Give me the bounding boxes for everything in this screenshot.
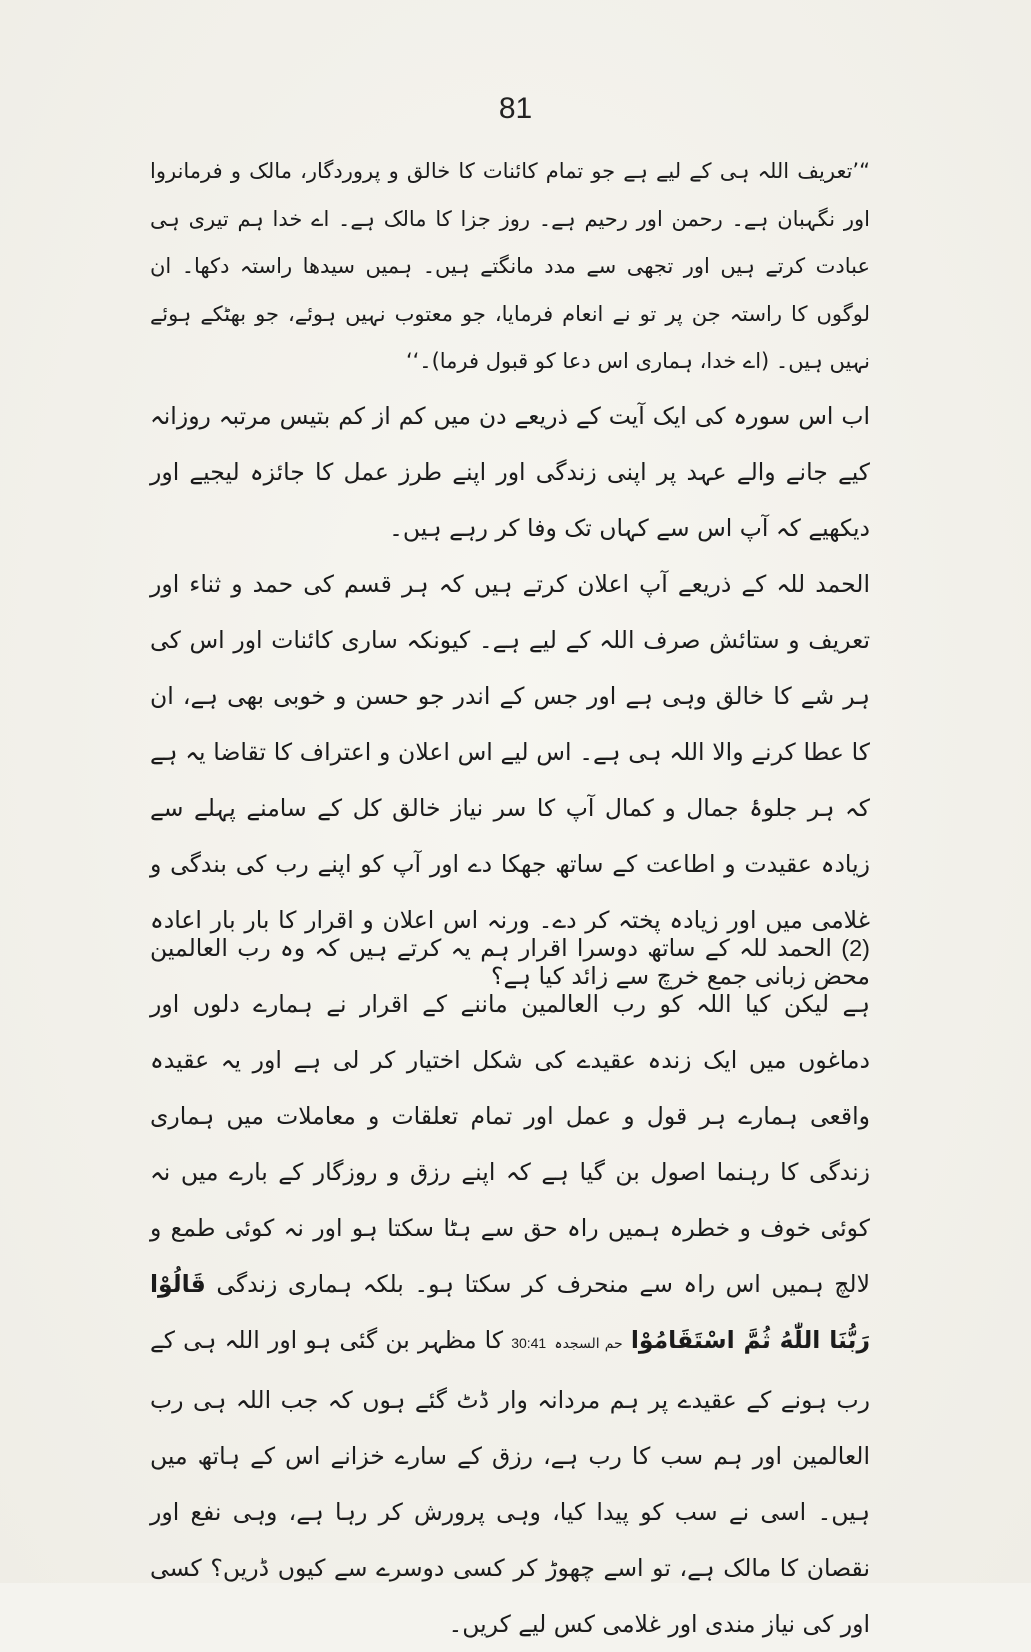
paragraph-rabbul-alameen bbox=[150, 920, 870, 1652]
paragraph-text-before-verse: الحمد للہ کے ساتھ دوسرا اقرار ہم یہ کرتے ہیں کہ وہ رب العالمین ہے لیکن کیا اللہ کو رب العالمین ماننے کے اقرار نے ہمارے دلوں اور دماغوں میں ایک زندہ عقیدے کی شکل اختیار کر لی ہے اور یہ عقیدہ واقعی ہمارے ہر قول و عمل اور تمام تعلقات و معاملات میں ہماری زندگی کا رہنما اصول بن گیا ہے کہ اپنے رزق و روزگار کے بارے میں نہ کوئی خوف و خطرہ ہمیں راہ حق سے ہٹا سکتا ہو اور نہ کوئی طمع و لالچ ہمیں اس راہ سے منحرف کر سکتا ہو۔ بلکہ ہماری زندگی bbox=[150, 934, 870, 1298]
verse-reference-surah: حم السجدہ bbox=[554, 1336, 623, 1352]
paragraph-alhamdulillah: الحمد للہ کے ذریعے آپ اعلان کرتے ہیں کہ ہر قسم کی حمد و ثناء اور تعریف و ستائش صرف اللہ کے لیے ہے۔ کیونکہ ساری کائنات اور اس کی ہر شے کا خالق وہی ہے اور جس کے اندر جو حسن و خوبی بھی ہے، ان کا عطا کرنے والا اللہ ہی ہے۔ اس لیے اس اعلان و اعتراف کا تقاضا یہ ہے کہ ہر جلوۂ جمال و کمال آپ کا سر نیاز خالق کل کے سامنے پہلے سے زیادہ عقیدت و اطاعت کے ساتھ جھکا دے اور آپ کو اپنے رب کی بندگی و غلامی میں اور زیادہ پختہ کر دے۔ ورنہ اس اعلان و اقرار کا بار بار اعادہ محض زبانی جمع خرچ سے زائد کیا ہے؟ bbox=[150, 570, 870, 990]
paragraph-text-after-verse: کا مظہر بن گئی ہو اور اللہ ہی کے رب ہونے کے عقیدے پر ہم مردانہ وار ڈٹ گئے ہوں کہ جب اللہ ہی رب العالمین اور ہم سب کا رب ہے، رزق کے سارے خزانے اس کے ہاتھ میں ہیں۔ اسی نے سب کو پیدا کیا، وہی پرورش کر رہا ہے، وہی نفع اور نقصان کا مالک ہے، تو اسے چھوڑ کر کسی دوسرے سے کیوں ڈریں؟ کسی اور کی نیاز مندی اور غلامی کس لیے کریں۔ bbox=[150, 1326, 870, 1638]
paragraph-covenant: اب اس سورہ کی ایک آیت کے ذریعے دن میں کم از کم بتیس مرتبہ روزانہ کیے جانے والے عہد پر اپنی زندگی اور اپنے طرز عمل کا جائزہ لیجیے اور دیکھیے کہ آپ اس سے کہاں تک وفا کر رہے ہیں۔ bbox=[150, 402, 870, 542]
quoted-translation: “’تعریف اللہ ہی کے لیے ہے جو تمام کائنات کا خالق و پروردگار، مالک و فرمانروا اور نگہبان ہے۔ رحمن اور رحیم ہے۔ روز جزا کا مالک ہے۔ اے خدا ہم تیری ہی عبادت کرتے ہیں اور تجھی سے مدد مانگتے ہیں۔ ہمیں سیدھا راستہ دکھا۔ ان لوگوں کا راستہ جن پر تو نے انعام فرمایا، جو معتوب نہیں ہوئے، جو بھٹکے ہوئے نہیں ہیں۔ (اے خدا، ہماری اس دعا کو قبول فرما)۔‘‘ bbox=[150, 159, 870, 373]
verse-reference-number: 30:41 bbox=[511, 1335, 547, 1351]
paragraph-number: (2) bbox=[841, 935, 870, 961]
page-number: 81 bbox=[498, 92, 533, 125]
quranic-verse: قَالُوْا رَبُّنَا اللّٰهُ ثُمَّ اسْتَقَامُوْا bbox=[150, 1270, 870, 1354]
